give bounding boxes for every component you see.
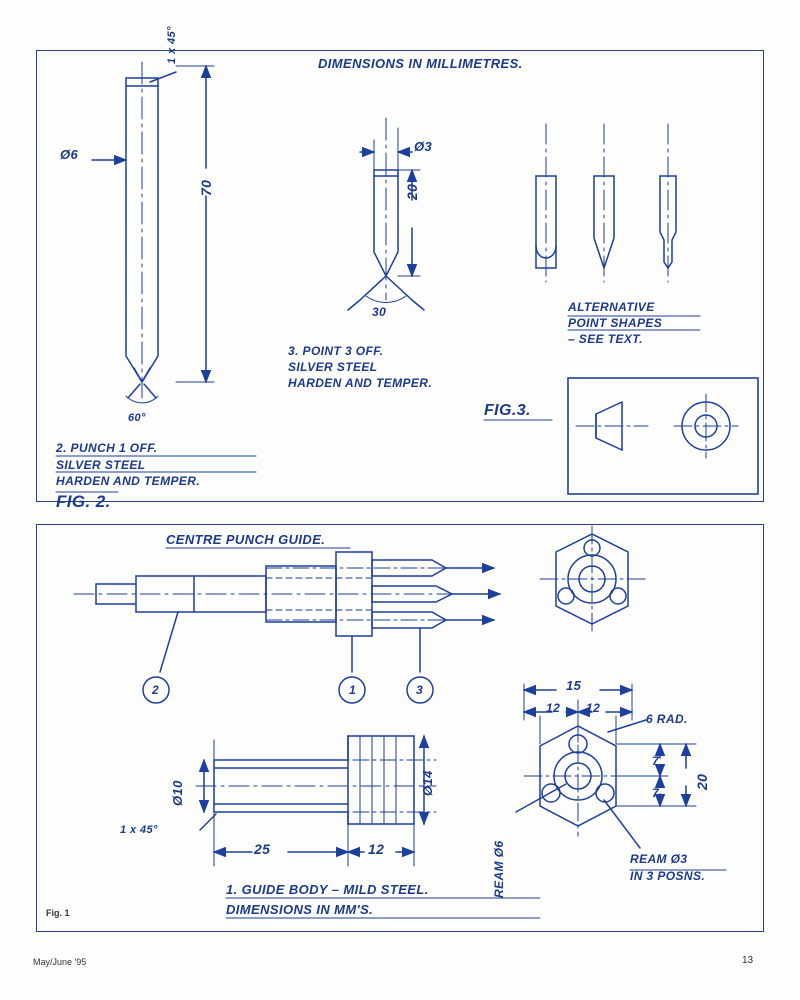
flange-dim12a-label: 12	[546, 701, 561, 715]
bottom-caption-line1: 1. GUIDE BODY – MILD STEEL.	[226, 882, 429, 897]
flange-ream3-line2: IN 3 POSNS.	[630, 869, 706, 883]
body-dia14-label: Ø14	[420, 770, 435, 796]
punch-point-angle-label: 60°	[128, 412, 146, 424]
alt-shapes-line1: ALTERNATIVE	[568, 300, 655, 314]
flange-rad6-label: 6 RAD.	[646, 712, 688, 726]
point-caption-line3: HARDEN AND TEMPER.	[288, 376, 433, 390]
alt-shapes-line3: – SEE TEXT.	[568, 332, 643, 346]
fig1-tag: Fig. 1	[46, 908, 70, 918]
alt-shapes-line2: POINT SHAPES	[568, 316, 663, 330]
point-angle-label: 30	[372, 305, 387, 319]
flange-dim20-label: 20	[694, 773, 710, 790]
fig3-label: FIG.3.	[484, 402, 531, 419]
balloon-2-label: 2	[152, 683, 160, 697]
flange-dim7a-label: 7	[652, 754, 660, 768]
fig2-label: FIG. 2.	[56, 492, 111, 511]
bottom-caption-line2: DIMENSIONS IN MM'S.	[226, 902, 374, 917]
punch-diameter-label: Ø6	[60, 147, 79, 162]
flange-ream3-line1: REAM Ø3	[630, 852, 688, 866]
punch-caption-line1: 2. PUNCH 1 OFF.	[56, 441, 158, 455]
top-heading: DIMENSIONS IN MILLIMETRES.	[318, 56, 523, 71]
flange-dim15-label: 15	[566, 678, 582, 693]
body-len25-label: 25	[254, 841, 271, 857]
flange-ream6-label: REAM Ø6	[492, 840, 506, 898]
punch-caption-line3: HARDEN AND TEMPER.	[56, 474, 201, 488]
balloon-3-label: 3	[416, 683, 424, 697]
flange-dim7b-label: 7	[652, 786, 660, 800]
point-caption-line2: SILVER STEEL	[288, 360, 378, 374]
punch-caption-line2: SILVER STEEL	[56, 458, 146, 472]
point-diameter-label: Ø3	[414, 139, 433, 154]
flange-dim12b-label: 12	[586, 701, 601, 715]
body-diameter-label: Ø10	[170, 780, 185, 806]
point-length-label: 20	[404, 183, 420, 200]
balloon-1-label: 1	[349, 683, 357, 697]
punch-chamfer-label: 1 x 45°	[166, 26, 178, 64]
body-len12-label: 12	[368, 841, 385, 857]
body-chamfer-label: 1 x 45°	[120, 824, 158, 836]
footer-issue-date: May/June '95	[33, 957, 87, 967]
bottom-title: CENTRE PUNCH GUIDE.	[166, 532, 326, 547]
punch-length-label: 70	[198, 179, 214, 196]
point-caption-line1: 3. POINT 3 OFF.	[288, 344, 384, 358]
footer-page-number: 13	[742, 955, 754, 966]
